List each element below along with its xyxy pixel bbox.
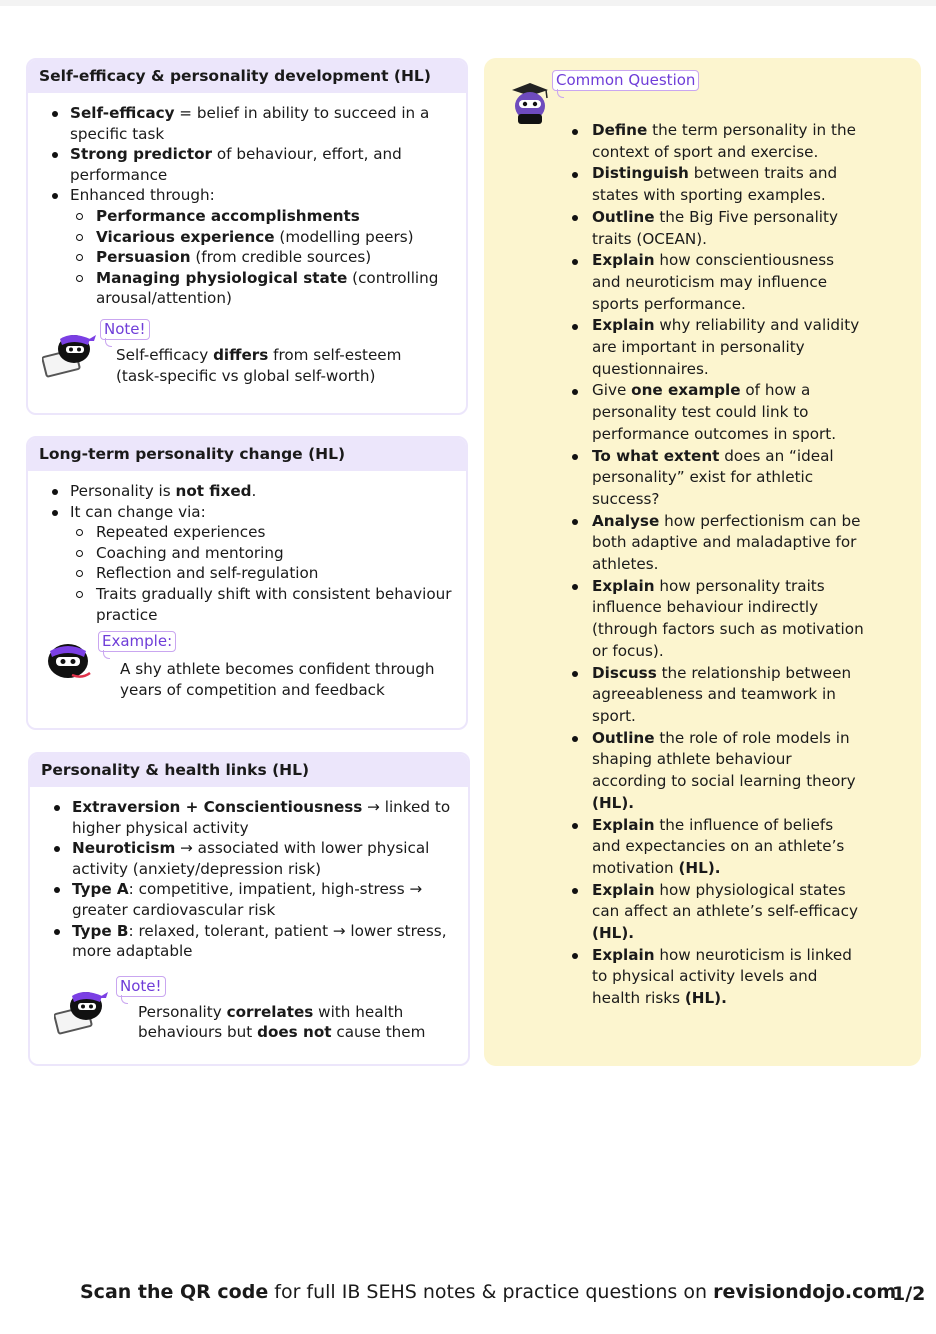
footer (80, 1281, 896, 1303)
long-term-change-card (26, 436, 468, 730)
card-body (30, 787, 468, 1066)
example-label: Example: (98, 631, 176, 652)
item-text: : relaxed, tolerant, patient → lower stress, more adaptable (72, 921, 447, 961)
note-bold: correlates (226, 1002, 314, 1021)
question-item (564, 663, 864, 728)
item-text: how neuroticism is linked to physical activity levels and health risks (592, 945, 852, 1008)
ninja-graduate-icon (506, 80, 552, 126)
footer-text: for full IB SEHS notes & practice questions on (268, 1281, 714, 1303)
bold-term: Neuroticism (72, 839, 176, 858)
note-label: Note! (100, 319, 150, 340)
bold-term: Persuasion (96, 248, 191, 267)
sub-list (70, 522, 456, 625)
item-text: (controlling arousal/attention) (96, 268, 439, 308)
item-text: why reliability and validity are important in personality questionnaires. (592, 316, 860, 378)
list-item (44, 797, 458, 838)
bold-term: Explain (592, 945, 655, 964)
question-item (564, 815, 864, 880)
bold-term: Define (592, 121, 648, 139)
question-item (564, 163, 864, 206)
list-item (42, 502, 456, 626)
bold-term: Type A (72, 880, 129, 899)
question-item (564, 250, 864, 315)
bold-term: (HL). (592, 793, 635, 812)
self-efficacy-card (26, 58, 468, 415)
note-bold: does not (257, 1023, 332, 1042)
bold-term: Discuss (592, 663, 657, 682)
bold-term: Distinguish (592, 164, 689, 183)
note-text (138, 1002, 428, 1043)
note-part: with health behaviours but (138, 1002, 404, 1042)
list-item (44, 921, 458, 962)
bold-term: Outline (592, 207, 655, 226)
sub-item (70, 268, 456, 309)
bold-term: Extraversion + Conscientiousness (72, 798, 363, 816)
item-text: how physiological states can affect an athlete’s self-efficacy (592, 880, 858, 921)
item-text: → associated with lower physical activity (anxiety/depression risk) (72, 839, 430, 878)
sub-item: Coaching and mentoring (70, 543, 456, 564)
bold-term: one example (631, 381, 741, 400)
question-item (564, 207, 864, 250)
item-text: the relationship between agreeableness and teamwork in sport. (592, 663, 852, 725)
bold-term: Strong predictor (70, 145, 213, 164)
item-text: (from credible sources) (190, 248, 372, 267)
list-item (42, 185, 456, 309)
footer-link[interactable]: revisiondojo.com (713, 1281, 897, 1303)
card-body (28, 471, 466, 721)
bold-term: Managing physiological state (96, 268, 348, 287)
page-number: 1/2 (892, 1283, 926, 1305)
bold-term: Performance accomplishments (96, 206, 360, 225)
note-callout (44, 976, 458, 1052)
item-text: of behaviour, effort, and performance (70, 145, 402, 184)
bold-term: Explain (592, 815, 655, 834)
sub-list (70, 206, 456, 309)
bold-term: Explain (592, 576, 655, 595)
item-text: It can change via: (70, 502, 206, 521)
note-label: Note! (116, 976, 166, 997)
ninja-icon (42, 639, 100, 691)
example-text: A shy athlete becomes confident through years of competition and feedback (120, 660, 435, 699)
footer-bold: Scan the QR code (80, 1281, 269, 1303)
card-title: Self-efficacy & personality development (HL) (28, 60, 466, 93)
list-item (42, 103, 456, 144)
item-text: Give (592, 381, 632, 400)
note-part: cause them (331, 1023, 426, 1042)
bold-term: Explain (592, 251, 655, 270)
item-text: does an “ideal personality” exist for athletic success? (592, 446, 834, 508)
item-text: Enhanced through: (70, 186, 215, 205)
sub-item: Traits gradually shift with consistent behaviour practice (70, 584, 456, 625)
card-title: Personality & health links (HL) (30, 754, 468, 787)
bold-term: Type B (72, 921, 129, 940)
item-text: → linked to higher physical activity (72, 798, 451, 837)
bold-term: (HL). (678, 858, 721, 877)
top-bar (0, 0, 936, 6)
question-item (564, 576, 864, 663)
card-body (28, 93, 466, 409)
sub-item: Reflection and self-regulation (70, 563, 456, 584)
note-part: Self-efficacy (116, 345, 214, 364)
item-text: of how a personality test could link to performance outcomes in sport. (592, 381, 837, 443)
note-part: from self-esteem (task-specific vs global self-worth) (116, 345, 402, 385)
question-item (564, 880, 864, 945)
bullet-list (42, 481, 456, 625)
item-text: = belief in ability to succeed in a specific task (70, 104, 430, 143)
ninja-laptop-icon (54, 984, 116, 1040)
item-text: how perfectionism can be both adaptive and maladaptive for athletes. (592, 511, 861, 574)
bold-term: Explain (592, 880, 655, 899)
question-item (564, 945, 864, 1010)
card-title: Long-term personality change (HL) (28, 438, 466, 471)
bold-term: Explain (592, 316, 655, 335)
question-item (564, 446, 864, 511)
health-links-card (28, 752, 470, 1066)
question-list (564, 120, 864, 1010)
common-question-label: Common Question (552, 70, 699, 91)
question-item (564, 380, 864, 445)
item-text: between traits and states with sporting examples. (592, 164, 838, 205)
note-callout (42, 319, 456, 395)
item-text: the influence of beliefs and expectancies on an athlete’s motivation (592, 815, 845, 877)
sub-item (70, 247, 456, 268)
item-text: . (251, 482, 257, 500)
item-text: (modelling peers) (274, 227, 414, 246)
list-item (42, 481, 456, 502)
item-text: the Big Five personality traits (OCEAN). (592, 207, 838, 248)
bold-term: Self-efficacy (70, 104, 175, 122)
sub-item: Repeated experiences (70, 522, 456, 543)
bold-term: Analyse (592, 511, 660, 530)
bullet-list (42, 103, 456, 309)
question-item (564, 728, 864, 815)
bullet-list (44, 797, 458, 962)
note-part: Personality (138, 1002, 227, 1021)
sub-item (70, 206, 456, 227)
note-bold: differs (213, 345, 269, 364)
item-text: how personality traits influence behaviour indirectly (through factors such as motivation or focus). (592, 576, 864, 660)
item-text: : competitive, impatient, high-stress → greater cardiovascular risk (72, 880, 423, 919)
note-text (116, 345, 416, 386)
item-text: the role of role models in shaping athlete behaviour according to social learning theory (592, 728, 856, 791)
item-text: how conscientiousness and neuroticism may influence sports performance. (592, 251, 835, 313)
list-item (42, 144, 456, 185)
list-item (44, 838, 458, 879)
list-item (44, 879, 458, 920)
bold-term: Outline (592, 728, 655, 747)
item-text: the term personality in the context of sport and exercise. (592, 121, 856, 161)
bold-term: (HL). (684, 989, 727, 1008)
question-item (564, 511, 864, 576)
bold-term: not fixed (175, 482, 252, 500)
ninja-laptop-icon (42, 327, 100, 383)
sub-item (70, 227, 456, 248)
item-text: Personality is (70, 482, 176, 500)
bold-term: (HL). (592, 924, 635, 943)
question-item (564, 315, 864, 380)
bold-term: To what extent (592, 446, 720, 465)
example-callout (42, 632, 456, 707)
question-item (564, 120, 864, 163)
common-question-panel (484, 58, 921, 1066)
bold-term: Vicarious experience (96, 227, 275, 246)
